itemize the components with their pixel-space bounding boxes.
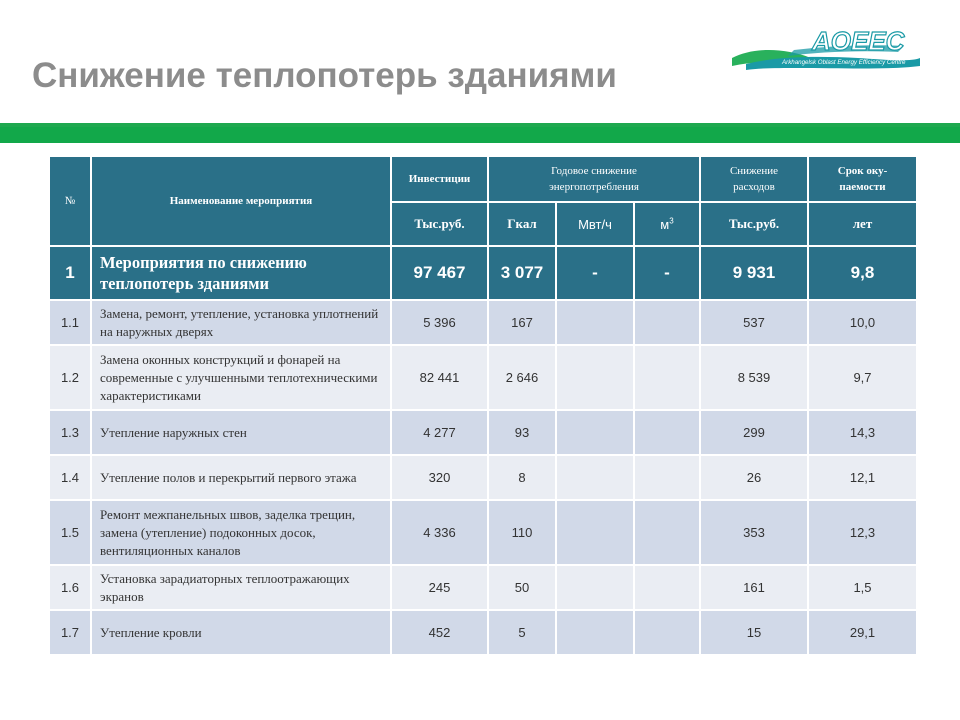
row-cost: 26 [700,455,808,500]
header-divider-band [0,127,960,143]
row-investments: 4 336 [391,500,488,565]
row-num: 1.4 [49,455,91,500]
summary-payback: 9,8 [808,246,917,300]
summary-investments: 97 467 [391,246,488,300]
summary-mwh: - [556,246,634,300]
row-payback: 14,3 [808,410,917,455]
summary-cost: 9 931 [700,246,808,300]
unit-mwh: Мвт/ч [556,202,634,246]
header-annual-reduction-text: Годовое снижение энергопотребления [549,165,639,193]
row-mwh [556,345,634,410]
row-cost: 353 [700,500,808,565]
row-m3 [634,345,700,410]
row-num: 1.5 [49,500,91,565]
unit-m3-sup: 3 [669,216,674,226]
row-mwh [556,455,634,500]
row-m3 [634,300,700,345]
row-gcal: 93 [488,410,556,455]
row-investments: 82 441 [391,345,488,410]
row-mwh [556,300,634,345]
summary-gcal: 3 077 [488,246,556,300]
unit-years: лет [808,202,917,246]
row-num: 1.6 [49,565,91,610]
row-name: Утепление наружных стен [91,410,391,455]
unit-investments: Тыс.руб. [391,202,488,246]
row-investments: 4 277 [391,410,488,455]
row-mwh [556,565,634,610]
row-num: 1.3 [49,410,91,455]
measures-table [48,155,918,656]
header-cost-reduction-text: Снижение расходов [729,165,779,193]
table-row [49,610,917,655]
page-title: Снижение теплопотерь зданиями [32,56,617,95]
header-payback [808,156,917,202]
row-name: Замена оконных конструкций и фонарей на современные с улучшенными теплотехническими характеристиками [91,345,391,410]
row-investments: 5 396 [391,300,488,345]
summary-name: Мероприятия по снижению теплопотерь зданиями [91,246,391,300]
row-name: Утепление полов и перекрытий первого этажа [91,455,391,500]
unit-cost: Тыс.руб. [700,202,808,246]
header-annual-reduction [488,156,700,202]
logo-brand-text: AOEEC [812,26,905,56]
row-cost: 15 [700,610,808,655]
row-gcal: 110 [488,500,556,565]
row-cost: 537 [700,300,808,345]
table-row [49,410,917,455]
row-num: 1.7 [49,610,91,655]
table-header-row [49,156,917,202]
row-payback: 12,3 [808,500,917,565]
row-investments: 320 [391,455,488,500]
row-num: 1.1 [49,300,91,345]
table-row [49,455,917,500]
header-cost-reduction [700,156,808,202]
row-investments: 452 [391,610,488,655]
row-gcal: 8 [488,455,556,500]
header-name: Наименование мероприятия [91,156,391,246]
row-gcal: 50 [488,565,556,610]
row-m3 [634,455,700,500]
summary-row [49,246,917,300]
table-row [49,300,917,345]
table-row [49,345,917,410]
row-name: Утепление кровли [91,610,391,655]
row-num: 1.2 [49,345,91,410]
row-mwh [556,500,634,565]
row-name: Установка зарадиаторных теплоотражающих экранов [91,565,391,610]
row-payback: 12,1 [808,455,917,500]
row-m3 [634,610,700,655]
unit-m3-base: м [660,216,670,232]
row-payback: 1,5 [808,565,917,610]
row-gcal: 167 [488,300,556,345]
row-payback: 29,1 [808,610,917,655]
header-payback-text: Срок оку-паемости [837,165,888,193]
row-name: Замена, ремонт, утепление, установка уплотнений на наружных дверях [91,300,391,345]
row-m3 [634,565,700,610]
row-gcal: 2 646 [488,345,556,410]
row-investments: 245 [391,565,488,610]
logo-tagline-text: Arkhangelsk Oblast Energy Efficiency Centre [782,59,906,66]
row-gcal: 5 [488,610,556,655]
row-mwh [556,610,634,655]
row-cost: 8 539 [700,345,808,410]
table-row [49,565,917,610]
unit-m3 [634,202,700,246]
row-payback: 10,0 [808,300,917,345]
row-payback: 9,7 [808,345,917,410]
logo-graphic [728,22,924,82]
row-name: Ремонт межпанельных швов, заделка трещин, замена (утепление) подоконных досок, вентиляционных каналов [91,500,391,565]
table-row [49,500,917,565]
summary-num: 1 [49,246,91,300]
header-num: № [49,156,91,246]
row-cost: 161 [700,565,808,610]
row-mwh [556,410,634,455]
row-m3 [634,410,700,455]
header-investments: Инвестиции [391,156,488,202]
row-cost: 299 [700,410,808,455]
unit-gcal: Гкал [488,202,556,246]
aoeec-logo [728,22,924,82]
summary-m3: - [634,246,700,300]
row-m3 [634,500,700,565]
